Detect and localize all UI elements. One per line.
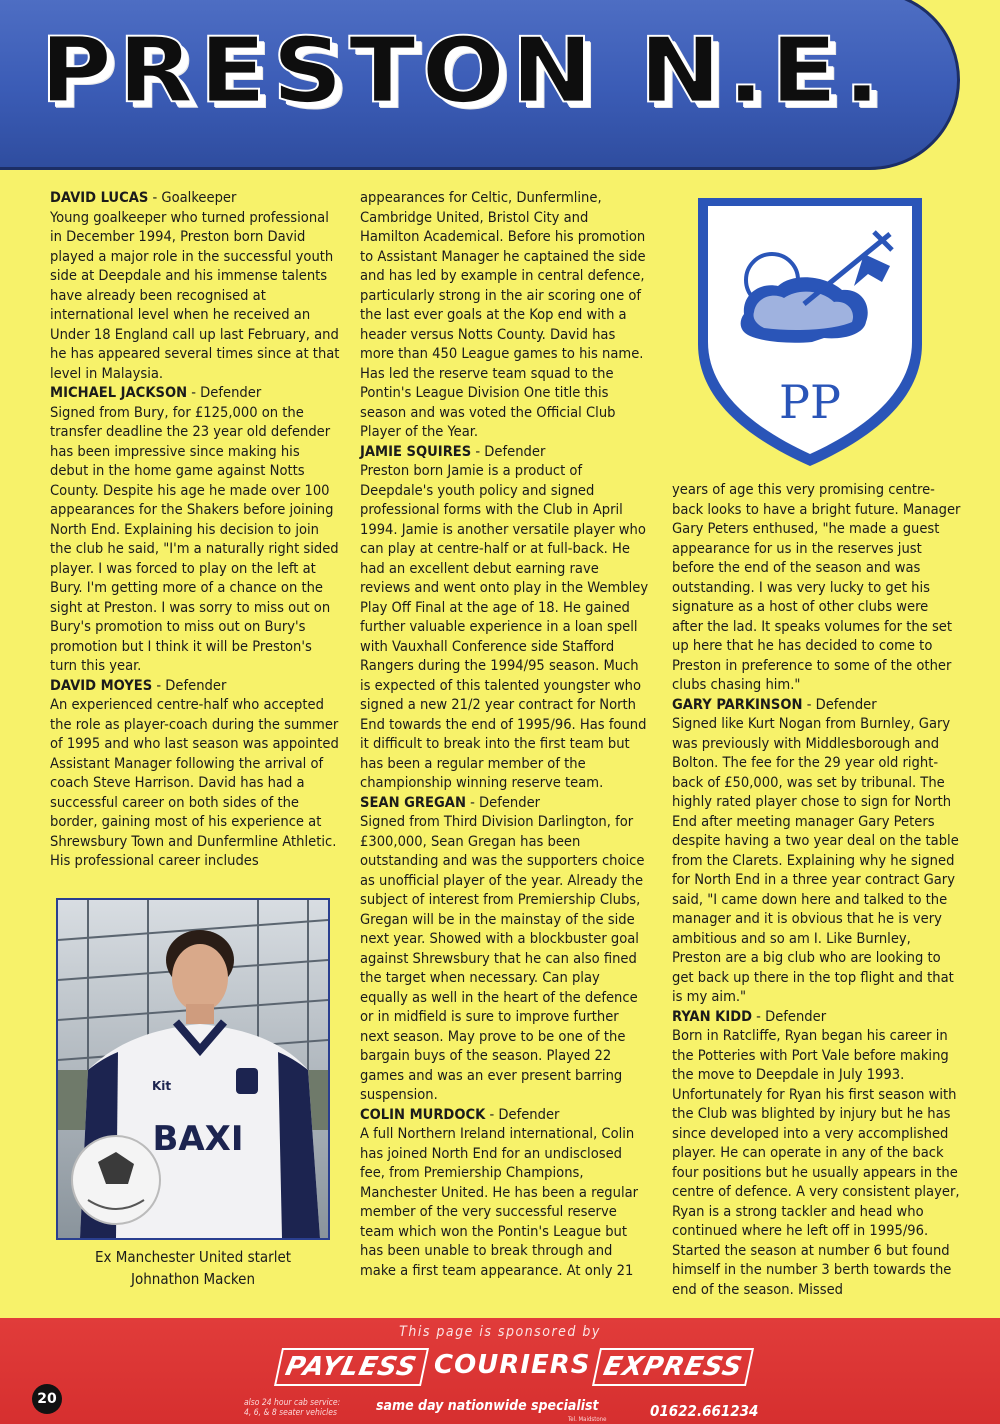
sponsor-word-payless: PAYLESS xyxy=(274,1348,429,1386)
article-paragraph: Born in Ratcliffe, Ryan began his career in the Potteries with Port Vale before making the move to Deepdale in July 1993. Unfortunately for Ryan his first season with the Club was blighted by injury but he has since developed into a very accomplished player. He can operate in any of the back four positions but he usually appears in the centre of defence. A very consistent player, Ryan is a strong tackler and head who continued where he left off in 1995/96. Started the season at number 6 but found himself in the number 3 berth towards the end of the season. Missed xyxy=(672,1027,960,1298)
player-name: JAMIE SQUIRES xyxy=(360,442,472,460)
svg-text:PP: PP xyxy=(779,375,841,429)
article-paragraph: Signed like Kurt Nogan from Burnley, Gary was previously with Middlesborough and Bolton. The fee for the 29 year old right-back of £50,000, was set by tribunal. The highly rated player chose to sign for North End after meeting manager Gary Peters despite having a two year deal on the table from the Clarets. Explaining why he signed for North End in a three year contract Gary said, "I came down here and talked to the manager and it is obvious that he is very ambitious and so am I. Like Burnley, Preston are a big club who are looking to get back up there in the top flight and that is my aim." xyxy=(672,715,959,1005)
article-column-1 xyxy=(50,188,340,871)
photo-caption xyxy=(56,1246,330,1290)
page-number: 20 xyxy=(32,1384,62,1414)
page-title: PRESTON N.E. xyxy=(40,18,887,124)
caption-line-2: Johnathon Macken xyxy=(130,1270,256,1288)
player-position: - Defender xyxy=(152,676,227,694)
player-name: GARY PARKINSON xyxy=(672,695,803,713)
player-heading xyxy=(50,383,340,403)
article-paragraph: Signed from Bury, for £125,000 on the transfer deadline the 23 year old defender has been impressive since making his debut in the home game against Notts County. Despite his age he made over 100 appearances for the Shakers before joining North End. Explaining his decision to join the club he said, "I'm a naturally right sided player. I was forced to play on the left at Bury. I'm getting more of a chance on the sight at Preston. I was sorry to miss out on Bury's promotion to miss out on Bury's promotion but I think it will be Preston's turn this year. xyxy=(50,403,339,674)
sponsor-tagline: same day nationwide specialist xyxy=(376,1398,599,1414)
article-paragraph: Young goalkeeper who turned professional in December 1994, Preston born David played a major role in the successful youth side at Deepdale and his immense talents have already been recognised at international level when he received an Under 18 England call up last February, and he has appeared several times since at that level in Malaysia. xyxy=(50,208,340,382)
player-position: - Defender xyxy=(471,442,546,460)
svg-text:Kit: Kit xyxy=(152,1079,172,1093)
sponsor-phone: 01622.661234 xyxy=(650,1402,759,1420)
sponsor-cab-line-1: also 24 hour cab service: xyxy=(244,1398,341,1408)
article-paragraph: An experienced centre-half who accepted the role as player-coach during the summer of 1995 and who last season was appointed Assistant Manager following the arrival of coach Steve Harrison. David has had a successful career on both sides of the border, gaining most of his experience at Shrewsbury Town and Dunfermline Athletic. His professional career includes xyxy=(50,696,339,869)
sponsor-logo xyxy=(278,1348,748,1386)
player-heading xyxy=(360,442,650,462)
sponsor-cab-line-2: 4, 6, & 8 seater vehicles xyxy=(244,1408,337,1418)
player-position: - Defender xyxy=(485,1105,560,1123)
player-name: RYAN KIDD xyxy=(672,1007,753,1025)
article-paragraph: Preston born Jamie is a product of Deepdale's youth policy and signed professional forms with the Club in April 1994. Jamie is another versatile player who can play at centre-half or at full-back. He had an excellent debut earning rave reviews and went onto play in the Wembley Play Off Final at the age of 18. He gained further valuable experience in a loan spell with Vauxhall Conference side Stafford Rangers during the 1994/95 season. Much is expected of this talented youngster who signed a new 21/2 year contract for North End towards the end of 1995/96. Has found it difficult to break into the first team but has been a regular member of the championship winning reserve team. xyxy=(360,462,649,791)
article-paragraph: Signed from Third Division Darlington, for £300,000, Sean Gregan has been outstanding and was the supporters choice as unofficial player of the year. Already the subject of interest from Premiership Clubs, Gregan will be in the mainstay of the side next year. Showed with a blockbuster goal against Shrewsbury that he can also fined the target when necessary. Can play equally as well in the heart of the defence or in midfield is sure to improve further next season. May prove to be one of the bargain buys of the season. Played 22 games and was an ever present barring suspension. xyxy=(360,813,645,1103)
player-name: COLIN MURDOCK xyxy=(360,1105,486,1123)
sponsor-bar xyxy=(0,1318,1000,1424)
player-heading xyxy=(672,1007,962,1027)
player-heading xyxy=(50,188,340,208)
player-name: MICHAEL JACKSON xyxy=(50,384,188,401)
svg-text:BAXI: BAXI xyxy=(152,1119,244,1159)
article-paragraph: appearances for Celtic, Dunfermline, Cambridge United, Bristol City and Hamilton Academical. Before his promotion to Assistant Manager he captained the side and has led by example in central defence, particularly strong in the air scoring one of the last ever goals at the Kop end with a header versus Notts County. David has more than 450 League games to his name. Has led the reserve team squad to the Pontin's League Division One title this season and was voted the Official Club Player of the Year. xyxy=(360,189,646,440)
sponsor-cab-info xyxy=(244,1398,340,1418)
article-column-3 xyxy=(672,480,962,1299)
player-heading xyxy=(360,793,650,813)
player-position: - Defender xyxy=(802,695,877,713)
sponsor-intro: This page is sponsored by xyxy=(399,1324,601,1340)
player-position: - Defender xyxy=(465,793,541,811)
article-paragraph: years of age this very promising centre-back looks to have a bright future. Manager Gary Peters enthused, "he made a guest appearance for us in the reserves just before the end of the season and was outstanding. I was very lucky to get his signature as a host of other clubs were after the lad. It speaks volumes for the set up here that he has decided to come to Preston in preference to some of the other clubs chasing him." xyxy=(672,481,961,693)
player-name: DAVID MOYES xyxy=(50,676,153,694)
player-name: DAVID LUCAS xyxy=(50,189,149,206)
sponsor-word-express: EXPRESS xyxy=(592,1348,754,1386)
article-column-2 xyxy=(360,188,650,1280)
player-name: SEAN GREGAN xyxy=(360,793,466,811)
player-heading xyxy=(360,1105,650,1125)
player-photo xyxy=(56,898,330,1240)
player-position: - Defender xyxy=(187,384,262,401)
player-position: - Goalkeeper xyxy=(148,189,237,206)
sponsor-word-couriers: COURIERS xyxy=(434,1350,591,1380)
article-paragraph: A full Northern Ireland international, Colin has joined North End for an undisclosed fee, from Premiership Champions, Manchester United. He has been a regular member of the very successful reserve team which won the Pontin's League but has been unable to break through and make a first team appearance. At only 21 xyxy=(360,1125,639,1279)
sponsor-location: Tel. Maidstone xyxy=(568,1416,607,1423)
caption-line-1: Ex Manchester United starlet xyxy=(94,1248,292,1266)
player-heading xyxy=(672,695,962,715)
player-heading xyxy=(50,676,340,696)
club-crest xyxy=(694,194,926,470)
player-position: - Defender xyxy=(752,1007,827,1025)
